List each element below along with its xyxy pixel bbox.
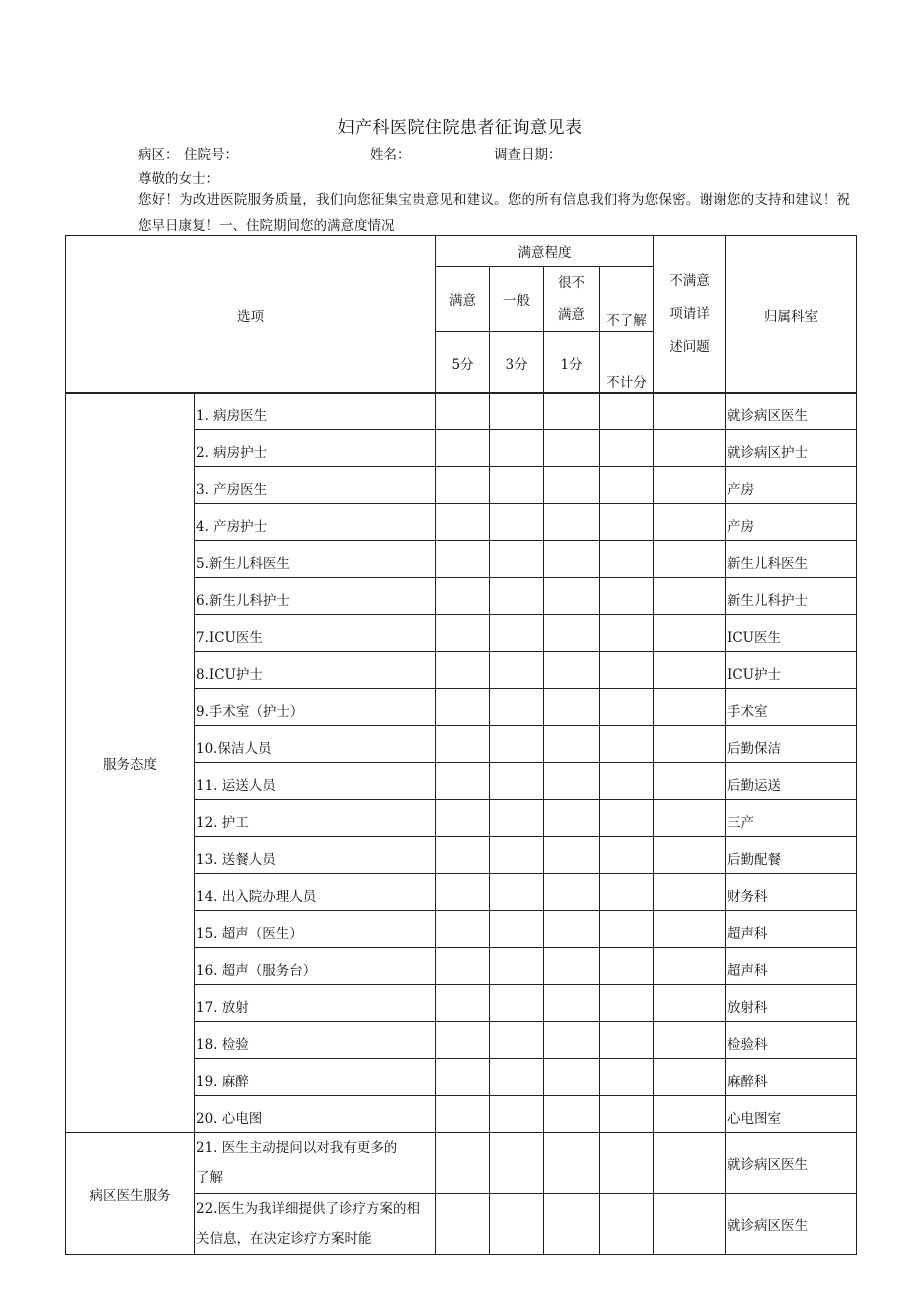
dept-cell: 超声科 — [726, 911, 857, 948]
rating-very-dissatisfied-cell[interactable] — [544, 1096, 600, 1133]
option-label: 7.ICU医生 — [195, 615, 436, 652]
rating-average-cell[interactable] — [490, 985, 544, 1022]
score-1: 1分 — [544, 332, 600, 394]
option-label: 5.新生儿科医生 — [195, 541, 436, 578]
dept-cell: 检验科 — [726, 1022, 857, 1059]
satisfaction-table — [65, 235, 857, 394]
level-satisfied: 满意 — [436, 267, 490, 332]
rating-very-dissatisfied-cell[interactable] — [544, 1194, 600, 1255]
rating-unknown-cell[interactable] — [600, 504, 654, 541]
option-label: 15. 超声（医生） — [195, 911, 436, 948]
complaint-cell[interactable] — [654, 1096, 726, 1133]
rating-satisfied-cell[interactable] — [436, 726, 490, 763]
dept-cell: 产房 — [726, 467, 857, 504]
option-label: 14. 出入院办理人员 — [195, 874, 436, 911]
rating-unknown-cell[interactable] — [600, 1194, 654, 1255]
section-label: 服务态度 — [66, 393, 195, 1133]
complaint-cell[interactable] — [654, 911, 726, 948]
rating-unknown-cell[interactable] — [600, 948, 654, 985]
rating-very-dissatisfied-cell[interactable] — [544, 837, 600, 874]
rating-unknown-cell[interactable] — [600, 393, 654, 430]
dept-cell: 心电图室 — [726, 1096, 857, 1133]
rating-satisfied-cell[interactable] — [436, 578, 490, 615]
level-very-dissatisfied: 很不 满意 — [544, 267, 600, 332]
complaint-cell[interactable] — [654, 763, 726, 800]
dept-cell: 超声科 — [726, 948, 857, 985]
rating-average-cell[interactable] — [490, 541, 544, 578]
complaint-cell[interactable] — [654, 985, 726, 1022]
rating-very-dissatisfied-cell[interactable] — [544, 800, 600, 837]
ward-label: 病区： — [138, 147, 179, 163]
option-label: 16. 超声（服务台） — [195, 948, 436, 985]
rating-satisfied-cell[interactable] — [436, 1096, 490, 1133]
satisfaction-table-body — [65, 392, 857, 1255]
page-title: 妇产科医院住院患者征询意见表 — [337, 118, 583, 138]
complaint-cell[interactable] — [654, 1194, 726, 1255]
rating-very-dissatisfied-cell[interactable] — [544, 393, 600, 430]
rating-average-cell[interactable] — [490, 430, 544, 467]
rating-satisfied-cell[interactable] — [436, 1022, 490, 1059]
rating-average-cell[interactable] — [490, 874, 544, 911]
rating-satisfied-cell[interactable] — [436, 763, 490, 800]
dept-cell: ICU护士 — [726, 652, 857, 689]
dept-cell: 后勤保洁 — [726, 726, 857, 763]
score-none: 不计分 — [600, 332, 654, 394]
rating-average-cell[interactable] — [490, 467, 544, 504]
dept-cell: ICU医生 — [726, 615, 857, 652]
rating-satisfied-cell[interactable] — [436, 504, 490, 541]
section-label: 病区医生服务 — [66, 1133, 195, 1255]
complaint-cell[interactable] — [654, 837, 726, 874]
dept-cell: 财务科 — [726, 874, 857, 911]
table-row — [66, 1133, 857, 1194]
rating-unknown-cell[interactable] — [600, 874, 654, 911]
level-unknown: 不了解 — [600, 267, 654, 332]
rating-average-cell[interactable] — [490, 763, 544, 800]
rating-very-dissatisfied-cell[interactable] — [544, 430, 600, 467]
satisfaction-header: 满意程度 — [436, 236, 654, 267]
option-label: 17. 放射 — [195, 985, 436, 1022]
rating-satisfied-cell[interactable] — [436, 467, 490, 504]
rating-satisfied-cell[interactable] — [436, 1133, 490, 1194]
rating-very-dissatisfied-cell[interactable] — [544, 467, 600, 504]
rating-unknown-cell[interactable] — [600, 1133, 654, 1194]
dept-cell: 就诊病区护士 — [726, 430, 857, 467]
option-label: 8.ICU护士 — [195, 652, 436, 689]
dept-cell: 手术室 — [726, 689, 857, 726]
complaint-cell[interactable] — [654, 800, 726, 837]
rating-average-cell[interactable] — [490, 1059, 544, 1096]
rating-very-dissatisfied-cell[interactable] — [544, 541, 600, 578]
survey-date-label: 调查日期： — [494, 147, 562, 163]
rating-very-dissatisfied-cell[interactable] — [544, 1022, 600, 1059]
complaint-cell[interactable] — [654, 652, 726, 689]
rating-unknown-cell[interactable] — [600, 911, 654, 948]
rating-satisfied-cell[interactable] — [436, 874, 490, 911]
dept-cell: 就诊病区医生 — [726, 1133, 857, 1194]
rating-unknown-cell[interactable] — [600, 726, 654, 763]
rating-average-cell[interactable] — [490, 800, 544, 837]
rating-very-dissatisfied-cell[interactable] — [544, 985, 600, 1022]
option-label: 12. 护工 — [195, 800, 436, 837]
dept-cell: 新生儿科医生 — [726, 541, 857, 578]
rating-average-cell[interactable] — [490, 948, 544, 985]
rating-unknown-cell[interactable] — [600, 1059, 654, 1096]
intro-paragraph: 您好！为改进医院服务质量，我们向您征集宝贵意见和建议。您的所有信息我们将为您保密。谢谢您的支持和建议！祝您早日康复！一、住院期间您的满意度情况 — [138, 192, 850, 234]
dept-cell: 就诊病区医生 — [726, 1194, 857, 1255]
rating-very-dissatisfied-cell[interactable] — [544, 763, 600, 800]
option-label: 6.新生儿科护士 — [195, 578, 436, 615]
complaint-header: 不满意 项请详 述问题 — [654, 236, 726, 394]
complaint-cell[interactable] — [654, 874, 726, 911]
greeting: 尊敬的女士： — [138, 171, 219, 187]
level-average: 一般 — [490, 267, 544, 332]
complaint-cell[interactable] — [654, 689, 726, 726]
complaint-cell[interactable] — [654, 615, 726, 652]
rating-unknown-cell[interactable] — [600, 689, 654, 726]
complaint-cell[interactable] — [654, 1059, 726, 1096]
score-5: 5分 — [436, 332, 490, 394]
rating-satisfied-cell[interactable] — [436, 541, 490, 578]
score-3: 3分 — [490, 332, 544, 394]
rating-average-cell[interactable] — [490, 1096, 544, 1133]
option-label: 11. 运送人员 — [195, 763, 436, 800]
rating-very-dissatisfied-cell[interactable] — [544, 726, 600, 763]
rating-very-dissatisfied-cell[interactable] — [544, 911, 600, 948]
complaint-cell[interactable] — [654, 430, 726, 467]
rating-average-cell[interactable] — [490, 911, 544, 948]
admission-number-label: 住院号： — [184, 147, 238, 163]
rating-unknown-cell[interactable] — [600, 763, 654, 800]
rating-very-dissatisfied-cell[interactable] — [544, 652, 600, 689]
rating-very-dissatisfied-cell[interactable] — [544, 578, 600, 615]
rating-very-dissatisfied-cell[interactable] — [544, 689, 600, 726]
rating-very-dissatisfied-cell[interactable] — [544, 874, 600, 911]
rating-unknown-cell[interactable] — [600, 1022, 654, 1059]
rating-average-cell[interactable] — [490, 393, 544, 430]
option-label: 19. 麻醉 — [195, 1059, 436, 1096]
complaint-cell[interactable] — [654, 948, 726, 985]
option-label: 20. 心电图 — [195, 1096, 436, 1133]
rating-average-cell[interactable] — [490, 1194, 544, 1255]
rating-unknown-cell[interactable] — [600, 837, 654, 874]
rating-satisfied-cell[interactable] — [436, 948, 490, 985]
rating-satisfied-cell[interactable] — [436, 689, 490, 726]
rating-unknown-cell[interactable] — [600, 467, 654, 504]
dept-cell: 产房 — [726, 504, 857, 541]
rating-very-dissatisfied-cell[interactable] — [544, 504, 600, 541]
complaint-cell[interactable] — [654, 1022, 726, 1059]
dept-cell: 后勤配餐 — [726, 837, 857, 874]
table-row — [66, 393, 857, 430]
rating-average-cell[interactable] — [490, 689, 544, 726]
rating-unknown-cell[interactable] — [600, 541, 654, 578]
rating-unknown-cell[interactable] — [600, 430, 654, 467]
option-label: 13. 送餐人员 — [195, 837, 436, 874]
complaint-cell[interactable] — [654, 393, 726, 430]
option-label: 9.手术室（护士） — [195, 689, 436, 726]
complaint-cell[interactable] — [654, 504, 726, 541]
options-header: 选项 — [66, 236, 436, 394]
rating-very-dissatisfied-cell[interactable] — [544, 1059, 600, 1096]
rating-satisfied-cell[interactable] — [436, 615, 490, 652]
rating-satisfied-cell[interactable] — [436, 800, 490, 837]
rating-satisfied-cell[interactable] — [436, 430, 490, 467]
option-label: 1. 病房医生 — [195, 393, 436, 430]
complaint-cell[interactable] — [654, 578, 726, 615]
option-label: 2. 病房护士 — [195, 430, 436, 467]
complaint-cell[interactable] — [654, 541, 726, 578]
rating-unknown-cell[interactable] — [600, 615, 654, 652]
option-label: 22.医生为我详细提供了诊疗方案的相 关信息，在决定诊疗方案时能 — [195, 1194, 436, 1255]
rating-unknown-cell[interactable] — [600, 1096, 654, 1133]
option-label: 18. 检验 — [195, 1022, 436, 1059]
rating-satisfied-cell[interactable] — [436, 985, 490, 1022]
dept-cell: 放射科 — [726, 985, 857, 1022]
patient-name-label: 姓名： — [370, 147, 411, 163]
rating-satisfied-cell[interactable] — [436, 837, 490, 874]
rating-average-cell[interactable] — [490, 504, 544, 541]
complaint-cell[interactable] — [654, 467, 726, 504]
rating-very-dissatisfied-cell[interactable] — [544, 948, 600, 985]
dept-cell: 后勤运送 — [726, 763, 857, 800]
rating-unknown-cell[interactable] — [600, 652, 654, 689]
dept-cell: 麻醉科 — [726, 1059, 857, 1096]
rating-unknown-cell[interactable] — [600, 578, 654, 615]
option-label: 21. 医生主动提问以对我有更多的 了解 — [195, 1133, 436, 1194]
rating-very-dissatisfied-cell[interactable] — [544, 1133, 600, 1194]
complaint-cell[interactable] — [654, 1133, 726, 1194]
rating-unknown-cell[interactable] — [600, 985, 654, 1022]
dept-cell: 就诊病区医生 — [726, 393, 857, 430]
dept-header: 归属科室 — [726, 236, 857, 394]
dept-cell: 三产 — [726, 800, 857, 837]
rating-satisfied-cell[interactable] — [436, 911, 490, 948]
dept-cell: 新生儿科护士 — [726, 578, 857, 615]
rating-very-dissatisfied-cell[interactable] — [544, 615, 600, 652]
rating-unknown-cell[interactable] — [600, 800, 654, 837]
rating-average-cell[interactable] — [490, 615, 544, 652]
option-label: 4. 产房护士 — [195, 504, 436, 541]
rating-satisfied-cell[interactable] — [436, 393, 490, 430]
rating-average-cell[interactable] — [490, 578, 544, 615]
option-label: 3. 产房医生 — [195, 467, 436, 504]
rating-satisfied-cell[interactable] — [436, 652, 490, 689]
complaint-cell[interactable] — [654, 726, 726, 763]
rating-average-cell[interactable] — [490, 1022, 544, 1059]
rating-average-cell[interactable] — [490, 1133, 544, 1194]
rating-satisfied-cell[interactable] — [436, 1194, 490, 1255]
option-label: 10.保洁人员 — [195, 726, 436, 763]
rating-average-cell[interactable] — [490, 726, 544, 763]
rating-satisfied-cell[interactable] — [436, 1059, 490, 1096]
rating-average-cell[interactable] — [490, 652, 544, 689]
rating-average-cell[interactable] — [490, 837, 544, 874]
